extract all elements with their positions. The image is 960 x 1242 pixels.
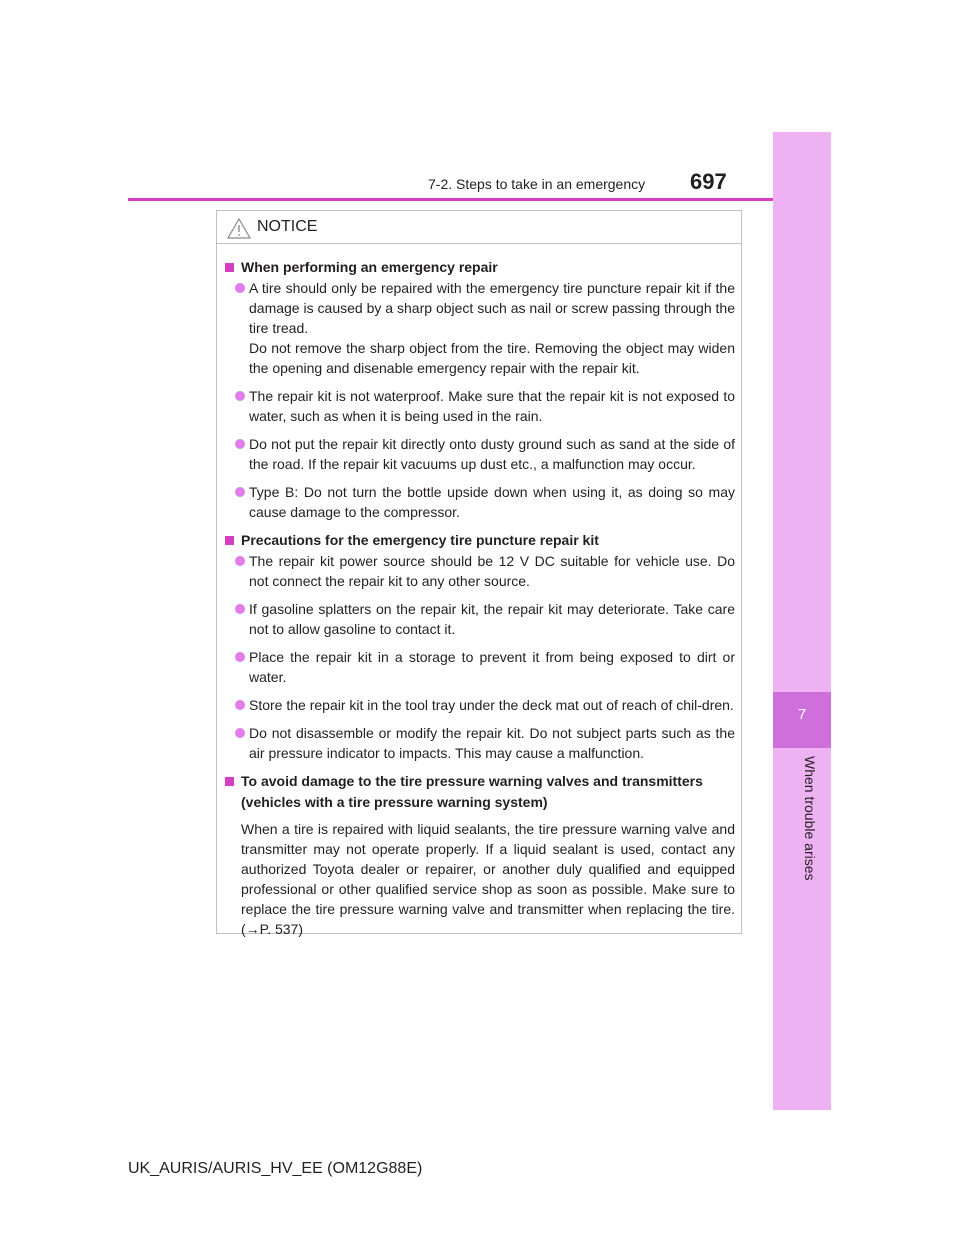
paragraph: When a tire is repaired with liquid sealants, the tire pressure warning valve and transmitter may not operate properly. If a liquid sealant is used, contact any authorized Toyota dealer or repairer, or another duly qualified and equipped professional or other qualified service shop as soon as possible. Make sure to replace the tire pressure warning valve and transmitter when replacing the tire. (→P. 537) [241,821,735,937]
heading-continuation: (vehicles with a tire pressure warning system) [241,794,548,810]
circle-bullet-icon [235,283,245,293]
list-item [225,647,735,687]
circle-bullet-icon [235,487,245,497]
list-item [225,599,735,639]
page-number: 697 [690,169,727,194]
chapter-side-tab[interactable] [773,132,831,1110]
heading-text: To avoid damage to the tire pressure warning valves and transmitters [241,773,703,789]
item-text: A tire should only be repaired with the emergency tire puncture repair kit if the damage is caused by a sharp object such as nail or screw passing through the tire tread. [249,280,735,336]
list-item [225,551,735,591]
item-text: Do not disassemble or modify the repair kit. Do not subject parts such as the air pressure indicator to impacts. This may cause a malfunction. [249,725,735,761]
section-title: 7-2. Steps to take in an emergency [428,176,646,192]
section-heading [225,771,735,791]
circle-bullet-icon [235,439,245,449]
list-item [225,723,735,763]
heading-text: Precautions for the emergency tire puncture repair kit [241,532,599,548]
square-bullet-icon [225,536,234,545]
heading-text: When performing an emergency repair [241,259,498,275]
item-text-extra: Do not remove the sharp object from the tire. Removing the object may widen the opening and disenable emergency repair with the repair kit. [249,340,735,376]
chapter-title: When trouble arises [802,756,818,881]
header-rule [128,198,830,201]
list-item [225,386,735,426]
section-heading [225,257,735,277]
list-item [225,278,735,378]
circle-bullet-icon [235,604,245,614]
item-text: Do not put the repair kit directly onto dusty ground such as sand at the side of the road. If the repair kit vacuums up dust etc., a malfunction may occur. [249,436,735,472]
circle-bullet-icon [235,652,245,662]
section-heading [225,530,735,550]
warning-triangle-icon [227,218,251,239]
list-item [225,695,735,715]
circle-bullet-icon [235,700,245,710]
notice-title: NOTICE [257,218,318,235]
notice-body [217,244,741,939]
notice-box [216,210,742,937]
square-bullet-icon [225,777,234,786]
footer-model-code: UK_AURIS/AURIS_HV_EE (OM12G88E) [128,1160,423,1177]
notice-header [217,211,741,244]
circle-bullet-icon [235,728,245,738]
item-text: Place the repair kit in a storage to prevent it from being exposed to dirt or water. [249,649,735,685]
item-text: Store the repair kit in the tool tray under the deck mat out of reach of chil-dren. [249,697,734,713]
list-item [225,482,735,522]
circle-bullet-icon [235,556,245,566]
item-text: The repair kit power source should be 12 V DC suitable for vehicle use. Do not connect the repair kit to any other source. [249,553,735,589]
chapter-number: 7 [797,706,807,723]
item-text: The repair kit is not waterproof. Make sure that the repair kit is not exposed to water, such as when it is being used in the rain. [249,388,735,424]
square-bullet-icon [225,263,234,272]
circle-bullet-icon [235,391,245,401]
list-item [225,434,735,474]
item-text: Type B: Do not turn the bottle upside down when using it, as doing so may cause damage to the compressor. [249,484,735,520]
item-text: If gasoline splatters on the repair kit, the repair kit may deteriorate. Take care not to allow gasoline to contact it. [249,601,735,637]
